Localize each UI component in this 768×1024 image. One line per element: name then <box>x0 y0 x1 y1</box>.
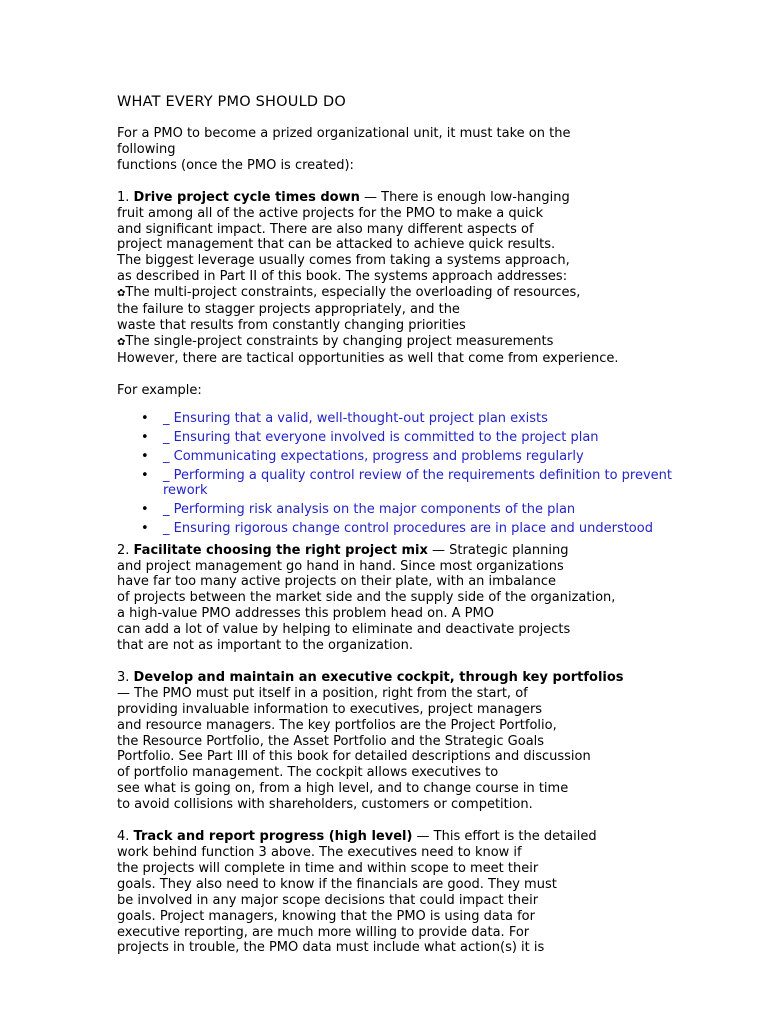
text-fragment: The multi-project constraints, especially the overloading of resources, <box>125 285 581 301</box>
list-item-text: _ Performing risk analysis on the major components of the plan <box>163 502 576 518</box>
text-line: fruit among all of the active projects for the PMO to make a quick <box>117 205 544 221</box>
section-1 <box>117 190 757 367</box>
text-line: the Resource Portfolio, the Asset Portfolio and the Strategic Goals <box>117 733 545 749</box>
text-line: projects in trouble, the PMO data must include what action(s) it is <box>117 940 545 956</box>
text-line: have far too many active projects on their plate, with an imbalance <box>117 574 556 590</box>
section-heading: Track and report progress (high level) <box>133 829 413 845</box>
section-heading: Develop and maintain an executive cockpit, through key portfolios <box>133 669 624 685</box>
section-number: 3. <box>117 669 134 685</box>
list-item <box>117 430 693 446</box>
section-number: 2. <box>117 542 134 558</box>
bullet-icon: • <box>141 410 149 426</box>
section-3 <box>117 670 757 813</box>
text-line: — The PMO must put itself in a position, right from the start, of <box>117 685 528 701</box>
bullet-icon: • <box>141 521 149 537</box>
text-line: However, there are tactical opportunities as well that come from experience. <box>117 350 619 366</box>
list-item <box>117 502 693 518</box>
text-line: Portfolio. See Part III of this book for detailed descriptions and discussion <box>117 749 591 765</box>
section-number: 1. <box>117 189 134 205</box>
bullet-icon: • <box>141 467 149 483</box>
list-item-text: _ Communicating expectations, progress and problems regularly <box>163 448 584 464</box>
text-line: providing invaluable information to executives, project managers <box>117 701 543 717</box>
text-line: to avoid collisions with shareholders, customers or competition. <box>117 797 533 813</box>
section-2 <box>117 543 757 654</box>
flower-point <box>117 334 757 351</box>
text-fragment: — This effort is the detailed <box>412 829 597 845</box>
document-page <box>117 92 757 956</box>
text-fragment: — Strategic planning <box>427 542 569 558</box>
examples-list <box>117 411 757 537</box>
text-line: of portfolio management. The cockpit allows executives to <box>117 765 499 781</box>
bullet-icon: • <box>141 448 149 464</box>
text-line: a high-value PMO addresses this problem head on. A PMO <box>117 606 494 622</box>
text-line: following <box>117 141 176 157</box>
section-4-heading-line <box>117 829 757 845</box>
text-line: goals. Project managers, knowing that the PMO is using data for <box>117 908 535 924</box>
section-4 <box>117 829 757 956</box>
text-line: goals. They also need to know if the financials are good. They must <box>117 876 557 892</box>
for-example-label: For example: <box>117 382 202 398</box>
list-item-text: _ Ensuring that everyone involved is committed to the project plan <box>163 429 599 445</box>
section-3-heading-line <box>117 670 757 686</box>
text-line: the projects will complete in time and within scope to meet their <box>117 860 539 876</box>
list-item-text: _ Ensuring that a valid, well-thought-out project plan exists <box>163 410 548 426</box>
text-line: project management that can be attacked to achieve quick results. <box>117 237 556 253</box>
text-line: The biggest leverage usually comes from taking a systems approach, <box>117 253 570 269</box>
text-line: and significant impact. There are also many different aspects of <box>117 221 534 237</box>
bullet-icon: • <box>141 502 149 518</box>
flower-point <box>117 285 757 302</box>
list-item <box>117 449 693 465</box>
text-line: see what is going on, from a high level, and to change course in time <box>117 781 569 797</box>
section-2-heading-line <box>117 543 757 559</box>
flower-bullet-icon: ✿ <box>117 288 126 300</box>
list-item <box>117 468 693 499</box>
text-line: executive reporting, are much more willing to provide data. For <box>117 924 530 940</box>
text-line: work behind function 3 above. The executives need to know if <box>117 845 522 860</box>
section-heading: Drive project cycle times down <box>133 189 360 205</box>
text-line: waste that results from constantly changing priorities <box>117 317 466 333</box>
text-line: as described in Part II of this book. The systems approach addresses: <box>117 269 568 285</box>
list-item-text: _ Ensuring rigorous change control procedures are in place and understood <box>163 521 653 537</box>
text-fragment: The single-project constraints by changing project measurements <box>125 333 554 349</box>
text-line: and resource managers. The key portfolios are the Project Portfolio, <box>117 717 557 733</box>
page-title: WHAT EVERY PMO SHOULD DO <box>117 94 346 110</box>
text-line: and project management go hand in hand. Since most organizations <box>117 558 564 574</box>
text-line: can add a lot of value by helping to eliminate and deactivate projects <box>117 622 571 638</box>
list-item <box>117 411 693 427</box>
text-line: be involved in any major scope decisions that could impact their <box>117 892 539 908</box>
intro-paragraph <box>117 126 757 174</box>
text-line: that are not as important to the organization. <box>117 638 413 654</box>
section-heading: Facilitate choosing the right project mix <box>133 542 428 558</box>
text-line: of projects between the market side and the supply side of the organization, <box>117 590 616 606</box>
section-number: 4. <box>117 829 134 845</box>
text-line: the failure to stagger projects appropriately, and the <box>117 302 460 318</box>
section-1-heading-line <box>117 190 757 206</box>
flower-bullet-icon: ✿ <box>117 336 126 348</box>
bullet-icon: • <box>141 429 149 445</box>
text-line: For a PMO to become a prized organizational unit, it must take on the <box>117 126 571 141</box>
text-fragment: — There is enough low-hanging <box>359 189 570 205</box>
list-item-text: _ Performing a quality control review of the requirements definition to prevent rework <box>163 467 673 499</box>
list-item <box>117 521 693 537</box>
text-line: functions (once the PMO is created): <box>117 157 354 173</box>
